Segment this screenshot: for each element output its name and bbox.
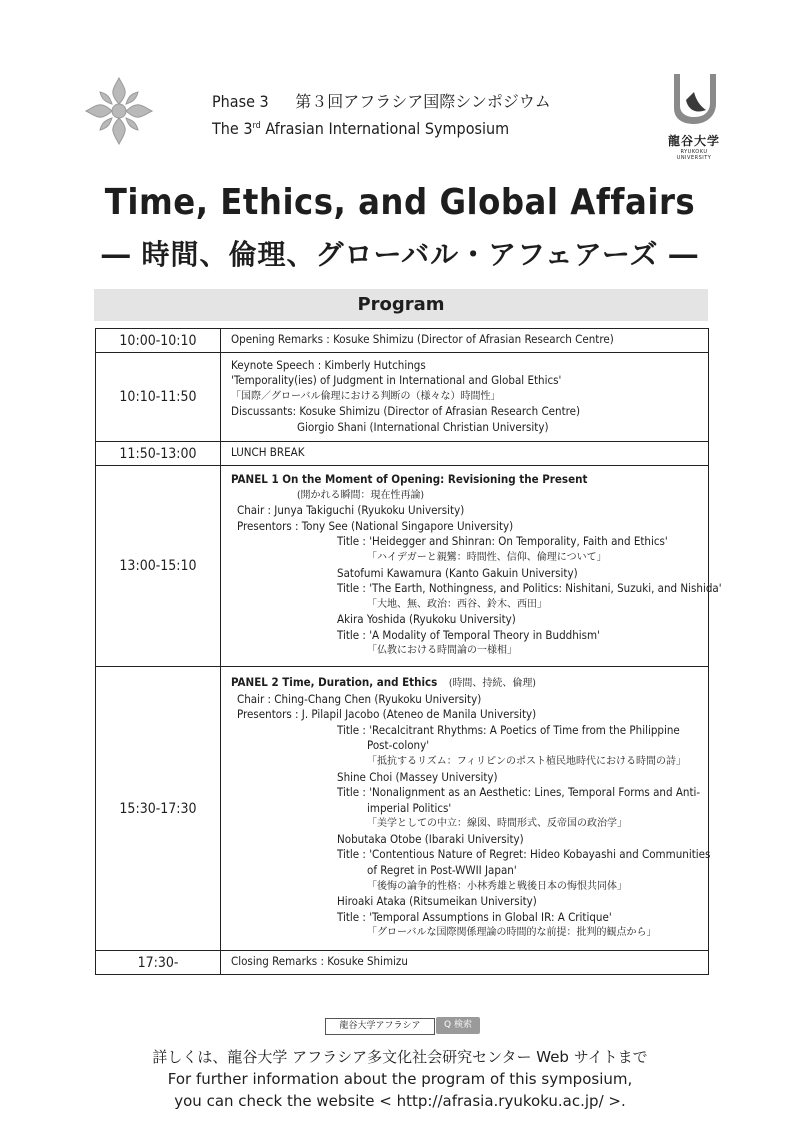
session-line: Title : 'Recalcitrant Rhythms: A Poetics of Time from the Philippine [337, 722, 680, 737]
session-line: Satofumi Kawamura (Kanto Gakuin University) [337, 565, 578, 580]
session-line: 「仏教における時間論の一様相」 [367, 645, 517, 657]
session-line: Title : 'Nonalignment as an Aesthetic: Lines, Temporal Forms and Anti- [337, 785, 701, 800]
session-line: (開かれる瞬間：現在性再論) [297, 489, 425, 501]
session-line: Akira Yoshida (Ryukoku University) [337, 612, 516, 627]
session-detail [221, 353, 709, 442]
session-line: Nobutaka Otobe (Ibaraki University) [337, 831, 524, 846]
table-row [96, 667, 709, 951]
session-line: Presentors : Tony See (National Singapore University) [237, 518, 514, 533]
session-line: of Regret in Post-WWII Japan' [367, 863, 517, 878]
session-line: 「国際／グローバル倫理における判断の（様々な）時間性」 [231, 390, 501, 402]
ryukoku-logo-icon [666, 70, 722, 126]
table-row [96, 329, 709, 353]
main-title-ja: ― 時間、倫理、グローバル・アフェアーズ ― [101, 238, 699, 271]
session-detail [221, 667, 709, 951]
table-row [96, 466, 709, 667]
search-input[interactable]: 龍谷大学アフラシア [325, 1018, 435, 1035]
session-time: 13:00-15:10 [96, 466, 221, 667]
session-line: Presentors : J. Pilapil Jacobo (Ateneo de Manila University) [237, 707, 537, 722]
ornament-icon [82, 74, 156, 148]
session-time: 11:50-13:00 [96, 442, 221, 466]
session-line: PANEL 1 On the Moment of Opening: Revisioning the Present [231, 471, 588, 486]
symposium-header [212, 90, 551, 141]
session-line: Title : 'Contentious Nature of Regret: Hideo Kobayashi and Communities [337, 847, 711, 862]
university-logo [664, 70, 724, 160]
footer-line-en-2: you can check the website < http://afrasia.ryukoku.ac.jp/ >. [174, 1092, 626, 1110]
session-line: Title : 'A Modality of Temporal Theory in Buddhism' [337, 627, 600, 642]
session-time: 17:30- [96, 951, 221, 975]
symposium-title-ja: 第３回アフラシア国際シンポジウム [295, 92, 551, 111]
table-row [96, 951, 709, 975]
footer-line-en-1: For further information about the program of this symposium, [167, 1070, 633, 1088]
session-line: 「美学としての中立：線図、時間形式、反帝国の政治学」 [367, 818, 627, 830]
session-time: 15:30-17:30 [96, 667, 221, 951]
symposium-title-en: The 3rd Afrasian International Symposium [212, 119, 510, 138]
search-button[interactable]: Q 検索 [436, 1017, 480, 1034]
session-line: PANEL 2 Time, Duration, and Ethics (時間、持続、倫理) [231, 674, 536, 689]
session-line: LUNCH BREAK [231, 445, 305, 460]
logo-name: 龍谷大学 [667, 134, 720, 148]
session-line: Title : 'Temporal Assumptions in Global IR: A Critique' [337, 909, 612, 924]
session-line: Title : 'Heidegger and Shinran: On Temporality, Faith and Ethics' [337, 534, 668, 549]
session-line: Discussants: Kosuke Shimizu (Director of Afrasian Research Centre) [231, 404, 581, 419]
session-line: 「ハイデガーと親鸞：時間性、信仰、倫理について」 [367, 551, 607, 563]
session-line: Title : 'The Earth, Nothingness, and Politics: Nishitani, Suzuki, and Nishida' [337, 581, 722, 596]
session-line: Shine Choi (Massey University) [337, 769, 498, 784]
session-line: 「抵抗するリズム：フィリピンのポスト植民地時代における時間の詩」 [367, 755, 686, 767]
session-time: 10:00-10:10 [96, 329, 221, 353]
phase-label: Phase 3 [212, 92, 269, 111]
ornament-emblem [82, 74, 156, 148]
session-detail [221, 442, 709, 466]
table-row [96, 353, 709, 442]
session-line: Opening Remarks : Kosuke Shimizu (Director of Afrasian Research Centre) [231, 332, 614, 347]
session-line: 「後悔の論争的性格：小林秀雄と戦後日本の悔恨共同体」 [367, 880, 627, 892]
session-line: 「グローバルな国際関係理論の時間的な前提：批判的観点から」 [367, 927, 657, 939]
logo-romaji: RYUKOKU UNIVERSITY [676, 149, 712, 161]
session-line: Chair : Ching-Chang Chen (Ryukoku University) [237, 691, 482, 706]
session-detail [221, 951, 709, 975]
main-title-en: Time, Ethics, and Global Affairs [104, 182, 696, 223]
session-line: Post-colony' [367, 738, 430, 753]
session-line: Hiroaki Ataka (Ritsumeikan University) [337, 894, 537, 909]
footer-info [0, 1046, 800, 1112]
program-table [95, 328, 722, 975]
session-line: 「大地、無、政治：西谷、鈴木、西田」 [367, 598, 547, 610]
session-line: Keynote Speech : Kimberly Hutchings [231, 357, 426, 372]
session-time: 10:10-11:50 [96, 353, 221, 442]
session-line: Giorgio Shani (International Christian University) [297, 419, 549, 434]
session-line: Chair : Junya Takiguchi (Ryukoku University) [237, 503, 465, 518]
session-detail [221, 329, 709, 353]
program-heading: Program [94, 289, 708, 321]
footer-line-ja: 詳しくは、龍谷大学 アフラシア多文化社会研究センター Web サイトまで [152, 1048, 648, 1066]
session-line: Closing Remarks : Kosuke Shimizu [231, 954, 408, 969]
table-row [96, 442, 709, 466]
session-detail [221, 466, 722, 667]
session-line: 'Temporality(ies) of Judgment in International and Global Ethics' [231, 373, 562, 388]
session-line: imperial Politics' [367, 800, 452, 815]
